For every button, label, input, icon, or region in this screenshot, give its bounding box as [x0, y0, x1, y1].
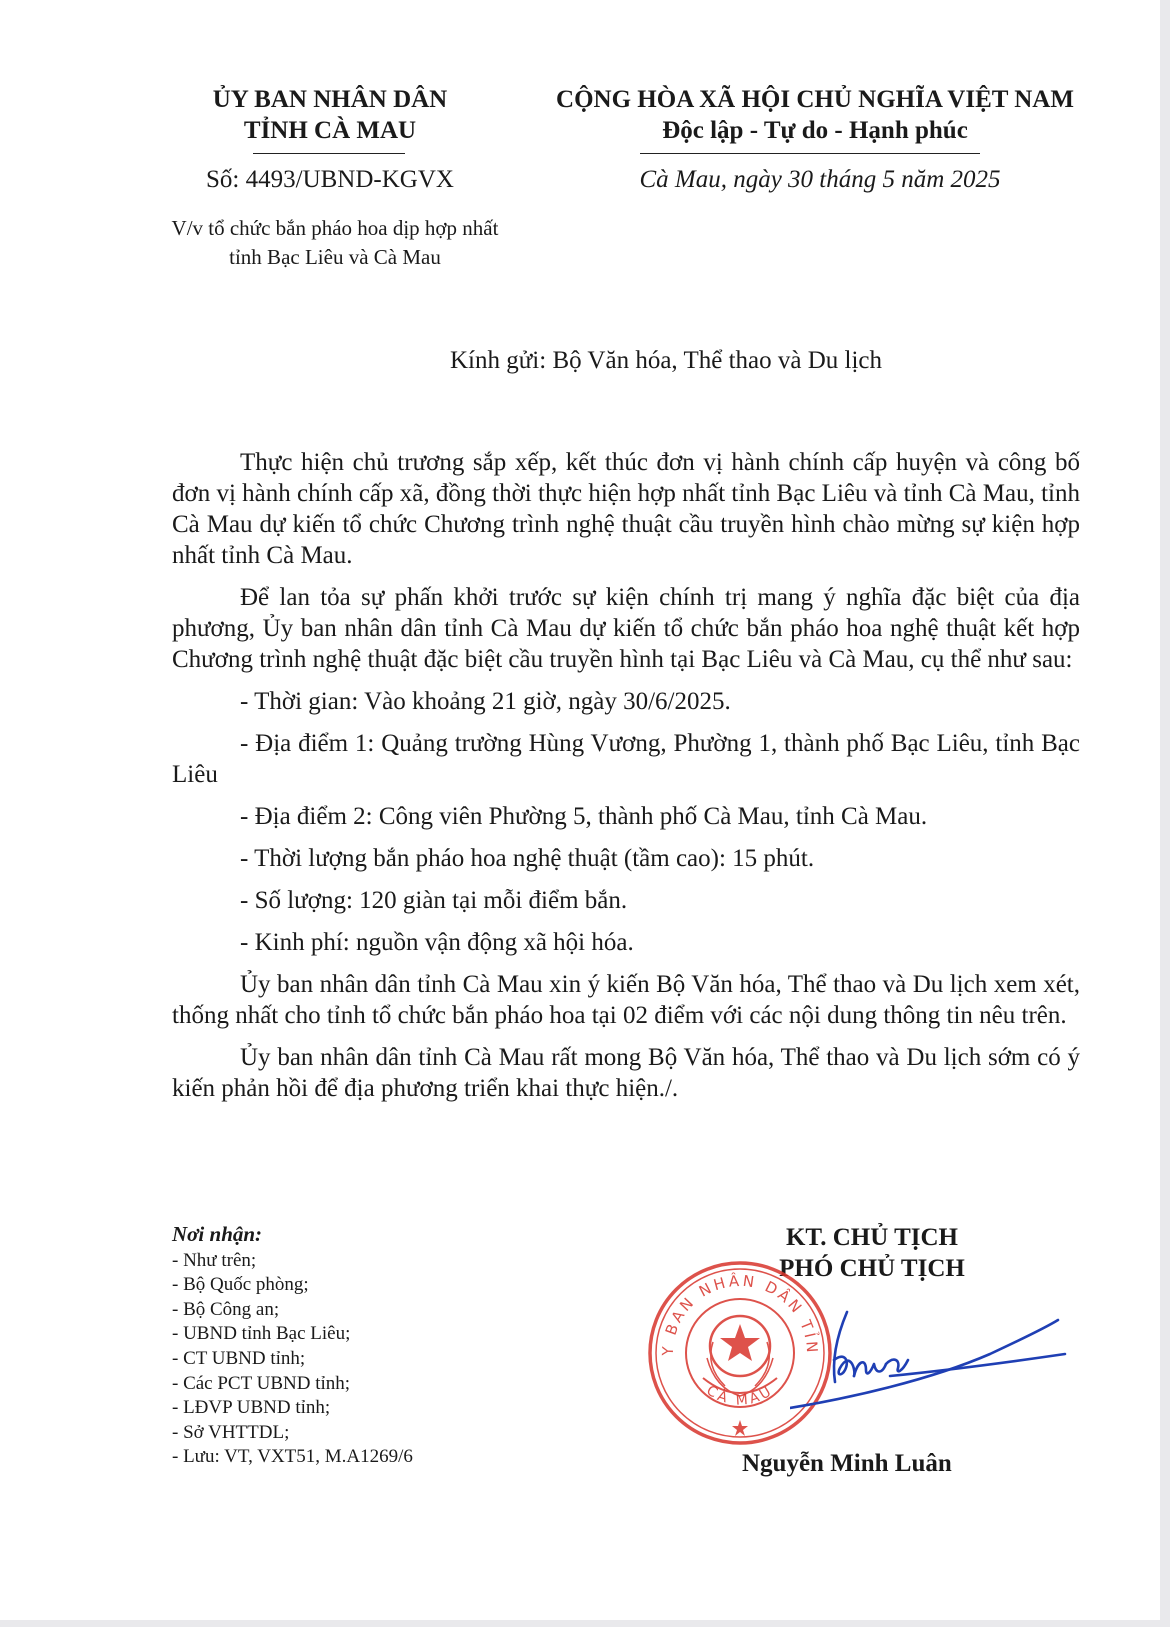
nation-motto: Độc lập - Tự do - Hạnh phúc [662, 117, 968, 144]
org-line1: ỦY BAN NHÂN DÂN [212, 86, 448, 113]
document-date: Cà Mau, ngày 30 tháng 5 năm 2025 [639, 166, 1001, 193]
detail-item: - Địa điểm 2: Công viên Phường 5, thành phố Cà Mau, tỉnh Cà Mau. [240, 803, 928, 830]
body-paragraph: Ủy ban nhân dân tỉnh Cà Mau rất mong Bộ Văn hóa, Thể thao và Du lịch sớm có ý kiến phản hồi để địa phương triển khai thực hiện./. [172, 1044, 1080, 1102]
recipients-block [172, 1222, 413, 1470]
document-body [172, 447, 1080, 1115]
recipients-title: Nơi nhận: [172, 1222, 263, 1246]
org-line2: TỈNH CÀ MAU [243, 117, 417, 144]
seal-text-top: Y BAN NHÂN DÂN TỈN [658, 1271, 822, 1357]
subject-line1: V/v tổ chức bắn pháo hoa dịp hợp nhất [171, 216, 499, 240]
recipient-item: - Bộ Quốc phòng; [172, 1274, 309, 1296]
detail-item: - Thời lượng bắn pháo hoa nghệ thuật (tầm cao): 15 phút. [240, 845, 815, 872]
national-heading [535, 84, 1095, 146]
detail-item: - Thời gian: Vào khoảng 21 giờ, ngày 30/6/2025. [240, 688, 731, 715]
recipient-item: - UBND tỉnh Bạc Liêu; [172, 1323, 351, 1345]
subject-line2: tỉnh Bạc Liêu và Cà Mau [229, 245, 441, 269]
handwritten-signature-icon [790, 1300, 1070, 1425]
nation-line1: CỘNG HÒA XÃ HỘI CHỦ NGHĨA VIỆT NAM [556, 86, 1074, 113]
signatory-title-line2: PHÓ CHỦ TỊCH [779, 1255, 965, 1282]
seal-text-bottom: CÀ MAU [703, 1382, 777, 1409]
signer-name: Nguyễn Minh Luân [742, 1450, 952, 1477]
signatory-title-line1: KT. CHỦ TỊCH [785, 1224, 959, 1251]
signature-graphic [790, 1300, 1070, 1420]
recipient-item: - Như trên; [172, 1249, 257, 1271]
issuing-organization [190, 84, 470, 146]
body-paragraph: Để lan tỏa sự phấn khởi trước sự kiện chính trị mang ý nghĩa đặc biệt của địa phương, Ủy ban nhân dân tỉnh Cà Mau dự kiến tổ chức bắn pháo hoa nghệ thuật kết hợp Chương trình nghệ thuật đặc biệt cầu truyền hình tại Bạc Liêu và Cà Mau, cụ thể như sau: [172, 584, 1080, 673]
body-paragraph: Thực hiện chủ trương sắp xếp, kết thúc đơn vị hành chính cấp huyện và công bố đơn vị hành chính cấp xã, đồng thời thực hiện hợp nhất tỉnh Bạc Liêu và tỉnh Cà Mau, tỉnh Cà Mau dự kiến tổ chức Chương trình nghệ thuật cầu truyền hình chào mừng sự kiện hợp nhất tỉnh Cà Mau. [172, 449, 1080, 569]
document-subject [150, 214, 520, 272]
document-number: Số: 4493/UBND-KGVX [206, 166, 454, 193]
recipient-item: - Bộ Công an; [172, 1298, 280, 1320]
detail-item: - Địa điểm 1: Quảng trường Hùng Vương, Phường 1, thành phố Bạc Liêu, tỉnh Bạc Liêu [172, 730, 1080, 788]
recipient-item: - Sở VHTTDL; [172, 1421, 290, 1443]
detail-item: - Kinh phí: nguồn vận động xã hội hóa. [240, 929, 634, 956]
addressee: Kính gửi: Bộ Văn hóa, Thể thao và Du lịch [450, 347, 883, 374]
svg-text:CÀ MAU [703, 1383, 776, 1409]
detail-item: - Số lượng: 120 giàn tại mỗi điểm bắn. [240, 887, 628, 914]
body-paragraph: Ủy ban nhân dân tỉnh Cà Mau xin ý kiến Bộ Văn hóa, Thể thao và Du lịch xem xét, thống nhất cho tỉnh tổ chức bắn pháo hoa tại 02 điểm với các nội dung thông tin nêu trên. [172, 971, 1080, 1029]
motto-underline [640, 153, 980, 154]
recipient-item: - Các PCT UBND tỉnh; [172, 1372, 351, 1394]
recipient-item: - CT UBND tỉnh; [172, 1347, 306, 1369]
recipients-list [172, 1249, 413, 1470]
org-underline [253, 153, 405, 154]
recipient-item: - Lưu: VT, VXT51, M.A1269/6 [172, 1446, 413, 1468]
recipient-item: - LĐVP UBND tỉnh; [172, 1397, 331, 1419]
